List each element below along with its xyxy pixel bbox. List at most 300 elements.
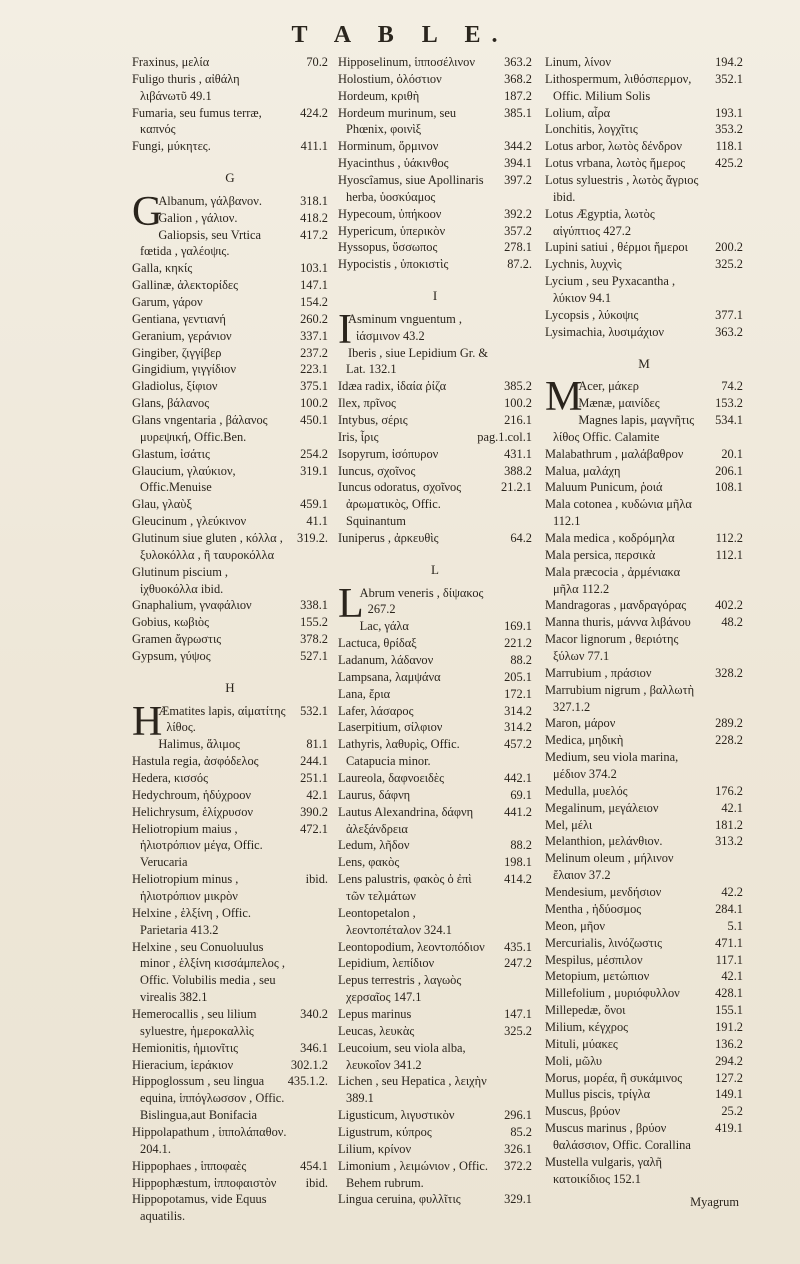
entry-term: Lycium , seu Pyxacantha , λύκιον 94.1 [545, 274, 676, 306]
index-entry [338, 306, 532, 353]
entry-page-ref: 352.1 [715, 71, 743, 86]
entry-term: Medium, seu viola marina, μέδιον 374.2 [545, 750, 679, 782]
entry-page-ref: 187.2 [504, 88, 532, 103]
index-entry [338, 1073, 532, 1107]
drop-cap: I [338, 306, 352, 353]
entry-page-ref: 87.2. [507, 257, 532, 272]
index-entry [338, 804, 532, 838]
index-entry [338, 206, 532, 223]
entry-page-ref: 390.2 [300, 804, 328, 819]
entry-page-ref: 69.1 [510, 787, 532, 802]
entry-term: Lotus Ægyptia, λωτὸς αἰγύπτιος 427.2 [545, 206, 655, 238]
entry-term: Lathyris, λαθυρὶς, Offic. Catapucia minor. [338, 737, 460, 769]
entry-page-ref: 42.1 [721, 800, 743, 815]
entry-term: Gingiber, ζιγγίβερ [132, 345, 222, 360]
entry-term: Acer, μάκερ [578, 379, 639, 394]
index-entry [338, 1006, 532, 1023]
section-letter-i: I [432, 288, 438, 304]
entry-term: Moli, μῶλυ [545, 1053, 603, 1068]
entry-term: Gramen ἄγρωστις [132, 632, 222, 647]
entry-page-ref: 155.1 [715, 1003, 743, 1018]
section-letter-g: G [225, 170, 235, 186]
entry-page-ref: 206.1 [715, 463, 743, 478]
index-entry [545, 71, 743, 105]
entry-page-ref: 313.2 [715, 834, 743, 849]
index-entry [132, 1158, 328, 1175]
entry-page-ref: 118.1 [715, 139, 743, 154]
index-entry [545, 564, 743, 598]
entry-term: Idæa radix, ἰδαία ῥίζα [338, 379, 447, 394]
entry-term: Lepidium, λεπίδιον [338, 956, 435, 971]
entry-page-ref: 424.2 [300, 105, 328, 120]
entry-term: Linum, λίνον [545, 55, 611, 69]
entry-page-ref: 450.1 [300, 413, 328, 427]
index-entry [338, 412, 532, 429]
index-entry [545, 1053, 743, 1070]
index-entry [545, 833, 743, 850]
entry-page-ref: 344.2 [504, 139, 532, 154]
entry-term: Lysimachia, λυσιμάχιον [545, 324, 665, 339]
entry-term: Mentha , ἡδύοσμος [545, 901, 642, 916]
index-entry [338, 1023, 532, 1040]
entry-page-ref: 244.1 [300, 754, 328, 769]
entry-term: Mullus piscis, τρίγλα [545, 1087, 651, 1102]
entry-term: Lonchitis, λογχῖτις [545, 122, 638, 137]
index-entry [545, 1103, 743, 1120]
entry-term: Laserpitium, σίλφιον [338, 720, 443, 735]
entry-page-ref: 457.2 [504, 737, 532, 752]
entry-term: Limonium , λειμώνιον , Offic. Behem rubrum. [338, 1158, 488, 1190]
index-entry [338, 837, 532, 854]
entry-term: Mustella vulgaris, γαλῆ κατοικίδιος 152.1 [545, 1154, 663, 1186]
index-entry [338, 871, 532, 905]
entry-page-ref: 216.1 [504, 413, 532, 427]
entry-page-ref: 394.1 [504, 156, 532, 171]
entry-page-ref: 368.2 [504, 71, 532, 86]
entry-term: Gladiolus, ξίφιον [132, 379, 218, 394]
entry-term: Iuncus odoratus, σχοῖνος ἀρωματικὸς, Offic. Squinantum [338, 480, 462, 529]
entry-page-ref: 181.2 [715, 817, 743, 832]
entry-page-ref: 251.1 [300, 771, 328, 785]
index-entry [132, 138, 328, 155]
entry-term: Gypsum, γύψος [132, 649, 211, 664]
entry-page-ref: 85.2 [510, 1125, 532, 1140]
entry-term: Galiopsis, seu Vrtica fœtida , γαλέοψις. [140, 227, 261, 259]
index-entry [132, 378, 328, 395]
index-entry [545, 968, 743, 985]
entry-term: Fungi, μύκητες. [132, 139, 211, 154]
entry-page-ref: 247.2 [504, 956, 532, 971]
entry-term: Gingidium, γιγγίδιον [132, 362, 236, 377]
index-entry [132, 412, 328, 446]
index-entry [132, 1191, 328, 1225]
index-entry [338, 972, 532, 1006]
entry-term: Lafer, λάσαρος [338, 703, 414, 718]
index-entry [132, 361, 328, 378]
entry-term: Fraxinus, μελία [132, 55, 210, 69]
index-entry [545, 412, 743, 446]
index-entry [338, 1158, 532, 1192]
entry-page-ref: 221.2 [504, 636, 532, 651]
index-entry [338, 88, 532, 105]
index-entry [545, 1154, 743, 1188]
entry-term: Hemerocallis , seu lilium syluestre, ἡμεροκαλλὶς [132, 1007, 257, 1038]
entry-page-ref: 314.2 [504, 703, 532, 718]
entry-term: Iuncus, σχοῖνος [338, 463, 416, 478]
index-column-2 [338, 54, 532, 1208]
index-entry [545, 206, 743, 240]
entry-term: Gobius, κωβιὸς [132, 615, 210, 630]
entry-term: Hipposelinum, ἱπποσέλινον [338, 55, 475, 69]
entry-page-ref: 25.2 [721, 1104, 743, 1119]
entry-page-ref: 402.2 [715, 598, 743, 613]
section-letter-m: M [638, 355, 650, 371]
index-entry [545, 597, 743, 614]
entry-page-ref: 419.1 [715, 1121, 743, 1136]
entry-term: Hippopotamus, vide Equus aquatilis. [132, 1192, 267, 1224]
index-entry [132, 871, 328, 905]
entry-term: Lichen , seu Hepatica , λειχὴν 389.1 [338, 1074, 487, 1106]
entry-term: Mel, μέλι [545, 817, 593, 832]
entry-page-ref: 193.1 [715, 105, 743, 120]
entry-term: Geranium, γεράνιον [132, 328, 232, 343]
entry-page-ref: 353.2 [715, 122, 743, 137]
entry-page-ref: 329.1 [504, 1192, 532, 1207]
index-entry [545, 850, 743, 884]
index-entry [338, 1040, 532, 1074]
index-entry [132, 1073, 328, 1124]
index-entry [132, 463, 328, 497]
entry-term: Melinum oleum , μήλινον ἔλαιον 37.2 [545, 851, 674, 883]
entry-term: Fuligo thuris , αἰθάλη λιβάνωτῦ 49.1 [132, 71, 240, 103]
index-entry [132, 395, 328, 412]
entry-term: Lampsana, λαμψάνα [338, 669, 441, 684]
entry-term: Medulla, μυελός [545, 783, 628, 798]
entry-term: Hieracium, ἱεράκιον [132, 1057, 234, 1072]
entry-term: Hypericum, ὑπερικὸν [338, 223, 446, 238]
index-entry [545, 121, 743, 138]
entry-term: Heliotropium maius , ἡλιοτρόπιον μέγα, Offic. Verucaria [132, 821, 263, 870]
index-entry [338, 669, 532, 686]
index-entry [545, 479, 743, 496]
entry-page-ref: 319.1 [300, 463, 328, 478]
index-entry [338, 736, 532, 770]
catchword: Myagrum [690, 1194, 739, 1209]
index-entry [132, 1057, 328, 1074]
entry-term: Hypecoum, ὑπήκοον [338, 206, 442, 221]
entry-term: Hippoglossum , seu lingua equina, ἱππόγλωσσον , Offic. Bislingua,aut Bonifacia [132, 1074, 285, 1123]
entry-page-ref: 260.2 [300, 311, 328, 326]
entry-page-ref: 149.1 [715, 1087, 743, 1102]
entry-term: Helxine , ἑλξίνη , Offic. Parietaria 413.2 [132, 905, 251, 937]
entry-page-ref: 48.2 [721, 615, 743, 630]
index-entry [545, 172, 743, 206]
entry-term: Lotus syluestris , λωτὸς ἄγριος ibid. [545, 173, 699, 204]
entry-page-ref: 319.2. [297, 531, 328, 546]
entry-term: Fumaria, seu fumus terræ, καπνός [132, 105, 262, 137]
entry-page-ref: 88.2 [510, 652, 532, 667]
index-entry [338, 256, 532, 273]
index-entry [338, 138, 532, 155]
entry-page-ref: 388.2 [504, 463, 532, 478]
entry-page-ref: 223.1 [300, 362, 328, 377]
index-entry [338, 239, 532, 256]
entry-page-ref: 81.1 [306, 737, 328, 752]
index-entry [132, 1040, 328, 1057]
entry-page-ref: 20.1 [721, 446, 743, 461]
index-entry [338, 446, 532, 463]
entry-term: Hyacinthus , ὑάκινθος [338, 156, 449, 171]
entry-term: Hyssopus, ὕσσωπος [338, 240, 438, 255]
entry-page-ref: 103.1 [300, 261, 328, 276]
entry-page-ref: 338.1 [300, 598, 328, 613]
entry-term: Leucoium, seu viola alba, λευκοΐον 341.2 [338, 1040, 466, 1072]
entry-page-ref: 296.1 [504, 1108, 532, 1123]
entry-page-ref: 88.2 [510, 838, 532, 853]
entry-term: Hedychroum, ἡδύχροον [132, 787, 252, 802]
index-entry [132, 804, 328, 821]
index-entry [545, 783, 743, 800]
entry-page-ref: 42.1 [721, 969, 743, 984]
index-entry [338, 105, 532, 139]
entry-term: Hemionitis, ἡμιονῖτις [132, 1040, 239, 1055]
entry-term: Holostium, ὁλόστιον [338, 71, 442, 86]
entry-page-ref: 442.1 [504, 771, 532, 785]
index-entry [545, 918, 743, 935]
entry-term: Glutinum siue gluten , κόλλα , ξυλοκόλλα , ἢ ταυροκόλλα [132, 531, 283, 562]
index-entry [132, 311, 328, 328]
index-entry [132, 496, 328, 513]
entry-page-ref: 154.2 [300, 294, 328, 309]
index-entry [132, 736, 328, 753]
index-entry [338, 54, 532, 71]
entry-page-ref: 340.2 [300, 1007, 328, 1022]
entry-term: Melanthion, μελάνθιον. [545, 834, 663, 849]
entry-term: Lithospermum, λιθόσπερμον, Offic. Milium Solis [545, 71, 692, 103]
entry-term: Muscus marinus , βρύον θαλάσσιον, Offic. Corallina [545, 1121, 691, 1152]
entry-term: Malabathrum , μαλάβαθρον [545, 446, 684, 461]
index-entry [338, 479, 532, 530]
entry-page-ref: 411.1 [300, 139, 328, 154]
entry-term: Gentiana, γεντιανή [132, 311, 226, 326]
entry-page-ref: 417.2 [300, 227, 328, 242]
index-entry [132, 614, 328, 631]
index-entry [545, 446, 743, 463]
entry-term: Laureola, δαφνοειδὲς [338, 771, 444, 785]
index-entry [132, 54, 328, 71]
entry-term: Lycopsis , λύκοψις [545, 307, 639, 322]
entry-term: Leontopetalon , λεοντοπέταλον 324.1 [338, 905, 452, 937]
index-entry [338, 530, 532, 547]
entry-page-ref: 176.2 [715, 783, 743, 798]
entry-page-ref: 5.1 [727, 918, 743, 933]
index-entry [545, 817, 743, 834]
index-entry [338, 787, 532, 804]
entry-term: Hippophæstum, ἱπποφαιστὸν [132, 1175, 277, 1190]
index-entry [132, 294, 328, 311]
index-entry [338, 719, 532, 736]
index-entry [545, 749, 743, 783]
entry-page-ref: 70.2 [306, 55, 328, 69]
entry-page-ref: 194.2 [715, 55, 743, 69]
entry-page-ref: 302.1.2 [290, 1057, 328, 1072]
entry-page-ref: 169.1 [504, 619, 532, 634]
index-entry [545, 1086, 743, 1103]
entry-term: Millefolium , μυριόφυλλον [545, 986, 680, 1001]
entry-term: Lepus terrestris , λαγωὸς χερσαῖος 147.1 [338, 973, 462, 1005]
entry-page-ref: 325.2 [504, 1023, 532, 1038]
entry-term: Hyoscîamus, siue Apollinaris herba, ὑοσκύαμος [338, 173, 484, 204]
entry-page-ref: 431.1 [504, 446, 532, 461]
index-entry [545, 985, 743, 1002]
entry-term: Glaucium, γλαύκιον, Offic.Menuise [132, 463, 236, 495]
entry-page-ref: 200.2 [715, 240, 743, 255]
entry-page-ref: 314.2 [504, 720, 532, 735]
running-title: T A B L E. [291, 22, 509, 48]
entry-term: Lens, φακὸς [338, 855, 400, 870]
index-entry [545, 547, 743, 564]
index-entry [132, 446, 328, 463]
index-entry [545, 1019, 743, 1036]
drop-cap: L [338, 580, 364, 627]
entry-term: Leontopodium, λεοντοπόδιον [338, 939, 485, 954]
index-entry [132, 277, 328, 294]
entry-page-ref: 392.2 [504, 206, 532, 221]
entry-term: Marrubium nigrum , βαλλωτὴ 327.1.2 [545, 682, 695, 714]
entry-term: Glastum, ἰσάτις [132, 446, 210, 461]
entry-page-ref: ibid. [305, 872, 328, 887]
index-entry [338, 955, 532, 972]
entry-page-ref: 534.1 [715, 413, 743, 427]
entry-term: Helichrysum, ἑλίχρυσον [132, 804, 254, 819]
entry-page-ref: 42.2 [721, 885, 743, 900]
entry-page-ref: 357.2 [504, 223, 532, 238]
entry-page-ref: 74.2 [721, 379, 743, 394]
index-entry [545, 1002, 743, 1019]
entry-page-ref: 472.1 [300, 821, 328, 836]
entry-term: Magnes lapis, μαγνῆτις λίθος Offic. Calamite [553, 413, 695, 444]
entry-term: Megalinum, μεγάλειον [545, 800, 659, 815]
entry-page-ref: 191.2 [715, 1019, 743, 1034]
entry-term: Lotus arbor, λωτὸς δένδρον [545, 139, 682, 154]
index-entry [545, 138, 743, 155]
entry-term: Garum, γάρον [132, 294, 203, 309]
index-entry [545, 715, 743, 732]
entry-term: Macor lignorum , θεριότης ξύλων 77.1 [545, 632, 679, 664]
entry-page-ref: 237.2 [300, 345, 328, 360]
index-entry [132, 260, 328, 277]
entry-page-ref: 100.2 [300, 396, 328, 411]
entry-page-ref: 172.1 [504, 686, 532, 701]
entry-term: Leucas, λευκὰς [338, 1023, 415, 1038]
entry-page-ref: 372.2 [504, 1158, 532, 1173]
index-entry [132, 648, 328, 665]
entry-term: Ilex, πρῖνος [338, 396, 396, 411]
index-entry [338, 172, 532, 206]
entry-page-ref: 328.2 [715, 665, 743, 680]
entry-term: Morus, μορέα, ἢ συκάμινος [545, 1070, 683, 1085]
entry-term: Hordeum murinum, seu Phœnix, φοινὶξ [338, 105, 457, 137]
entry-term: Marrubium , πράσιον [545, 665, 652, 680]
index-entry [545, 884, 743, 901]
index-entry [338, 635, 532, 652]
entry-term: Lolium, αἶρα [545, 105, 611, 120]
entry-term: Hedera, κισσός [132, 771, 209, 785]
index-entry [545, 239, 743, 256]
entry-page-ref: 278.1 [504, 240, 532, 255]
index-entry [338, 770, 532, 787]
entry-term: Intybus, σέρις [338, 413, 408, 427]
entry-page-ref: 326.1 [504, 1141, 532, 1156]
entry-page-ref: 471.1 [715, 935, 743, 950]
entry-term: Glans vngentaria , βάλανος μυρεψική, Offic.Ben. [132, 413, 268, 444]
entry-term: Manna thuris, μάννα λιβάνου [545, 615, 691, 630]
entry-term: Iberis , siue Lepidium Gr. & Lat. 132.1 [346, 345, 489, 377]
entry-page-ref: 363.2 [715, 324, 743, 339]
entry-term: Milium, κέγχρος [545, 1019, 629, 1034]
entry-page-ref: 418.2 [300, 210, 328, 225]
index-entry [545, 682, 743, 716]
index-entry [338, 618, 532, 635]
index-entry [545, 496, 743, 530]
index-entry [338, 71, 532, 88]
entry-term: Ledum, λῆδον [338, 838, 410, 853]
entry-term: Metopium, μετώπιον [545, 969, 650, 984]
index-entry [132, 753, 328, 770]
entry-page-ref: 425.2 [715, 156, 743, 171]
index-entry [545, 105, 743, 122]
index-entry [132, 105, 328, 139]
entry-page-ref: 454.1 [300, 1158, 328, 1173]
entry-page-ref: 375.1 [300, 379, 328, 394]
index-entry [545, 1070, 743, 1087]
entry-page-ref: 41.1 [306, 514, 328, 529]
index-entry [132, 328, 328, 345]
entry-page-ref: 318.1 [300, 193, 328, 208]
entry-term: Mespilus, μέσπιλον [545, 952, 643, 967]
index-entry [132, 1124, 328, 1158]
index-entry [132, 227, 328, 261]
entry-page-ref: 428.1 [715, 986, 743, 1001]
index-entry [545, 54, 743, 71]
index-entry [338, 345, 532, 379]
entry-page-ref: 435.1 [504, 939, 532, 954]
entry-term: Lychnis, λυχνὶς [545, 257, 622, 272]
entry-page-ref: 108.1 [715, 480, 743, 495]
index-entry [132, 345, 328, 362]
index-entry [545, 935, 743, 952]
entry-term: Lens palustris, φακὸς ὁ ἐπὶ τῶν τελμάτων [338, 872, 472, 904]
entry-term: Ladanum, λάδανον [338, 652, 434, 667]
entry-term: Gnaphalium, γναφάλιον [132, 598, 252, 613]
index-entry [338, 652, 532, 669]
entry-page-ref: 346.1 [300, 1040, 328, 1055]
entry-term: Iuniperus , ἀρκευθὶς [338, 531, 439, 546]
index-entry [545, 631, 743, 665]
entry-term: Lepus marinus [338, 1007, 412, 1022]
entry-term: Iris, ἶρις [338, 429, 379, 444]
entry-page-ref: 153.2 [715, 396, 743, 411]
entry-page-ref: ibid. [305, 1175, 328, 1190]
entry-term: Asminum vnguentum , ἰάσμινον 43.2 [348, 311, 462, 343]
entry-term: Mala medica , κοδρόμηλα [545, 531, 675, 546]
index-entry [132, 1006, 328, 1040]
entry-term: Abrum veneris , δίψακος 267.2 [359, 585, 484, 617]
entry-term: Hordeum, κριθὴ [338, 88, 420, 103]
index-entry [545, 395, 743, 412]
index-entry [338, 1124, 532, 1141]
entry-term: Galla, κηκίς [132, 261, 193, 276]
